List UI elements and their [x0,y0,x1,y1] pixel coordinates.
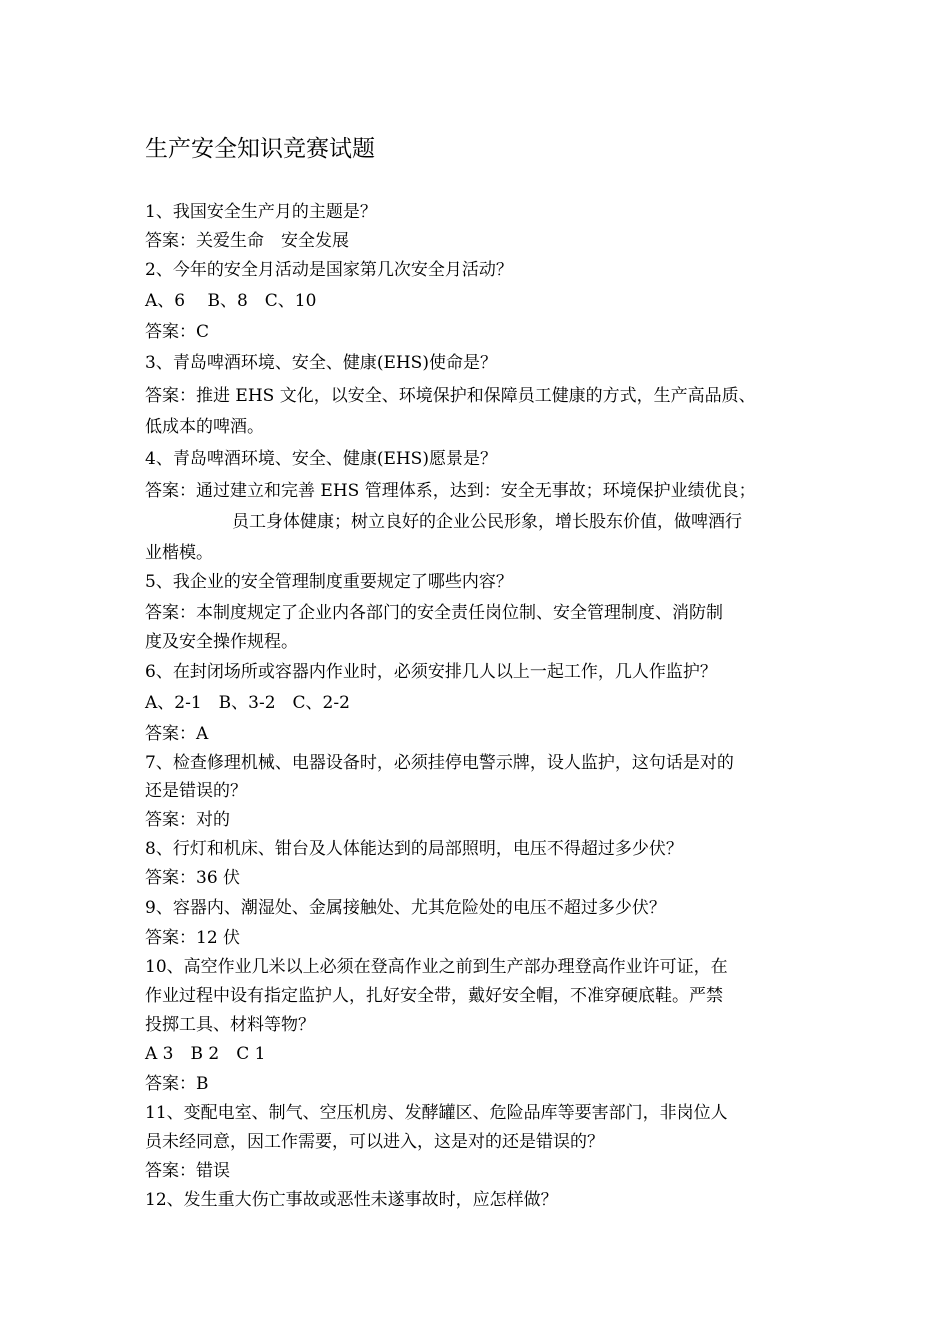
answer-4-line-2: 员工身体健康；树立良好的企业公民形象，增长股东价值，做啤酒行 [232,512,742,532]
question-8: 8、行灯和机床、钳台及人体能达到的局部照明，电压不得超过多少伏？ [145,839,683,859]
question-10-line-2: 作业过程中设有指定监护人，扎好安全带，戴好安全帽，不准穿硬底鞋。严禁 [145,986,723,1006]
question-10-line-3: 投掷工具、材料等物？ [145,1015,315,1035]
answer-2: 答案：C [145,322,210,342]
question-9: 9、容器内、潮湿处、金属接触处、尤其危险处的电压不超过多少伏？ [145,898,666,918]
answer-8: 答案：36 伏 [145,868,241,888]
options-10: A 3 B 2 C 1 [145,1044,266,1064]
answer-9: 答案：12 伏 [145,928,241,948]
answer-1: 答案：关爱生命 安全发展 [145,231,349,251]
question-1: 1、我国安全生产月的主题是？ [145,202,377,222]
answer-11: 答案：错误 [145,1161,230,1181]
question-12: 12、发生重大伤亡事故或恶性未遂事故时，应怎样做？ [145,1190,558,1210]
question-4: 4、青岛啤酒环境、安全、健康(EHS)愿景是？ [145,449,497,469]
answer-7: 答案：对的 [145,810,230,830]
question-11-line-1: 11、变配电室、制气、空压机房、发酵罐区、危险品库等要害部门，非岗位人 [145,1103,728,1123]
document-title: 生产安全知识竞赛试题 [145,136,375,162]
answer-3-line-2: 低成本的啤酒。 [145,417,264,437]
options-6: A、2-1 B、3-2 C、2-2 [145,693,350,713]
answer-3-line-1: 答案：推进 EHS 文化，以安全、环境保护和保障员工健康的方式，生产高品质、 [145,386,756,406]
question-10-line-1: 10、高空作业几米以上必须在登高作业之前到生产部办理登高作业许可证，在 [145,957,728,977]
question-7-line-1: 7、检查修理机械、电器设备时，必须挂停电警示牌，设人监护，这句话是对的 [145,753,734,773]
question-7-line-2: 还是错误的？ [145,781,247,801]
answer-4-line-3: 业楷模。 [145,543,213,563]
question-5: 5、我企业的安全管理制度重要规定了哪些内容？ [145,572,513,592]
question-3: 3、青岛啤酒环境、安全、健康(EHS)使命是？ [145,353,497,373]
options-2: A、6 B、8 C、10 [145,291,317,311]
answer-5-line-1: 答案：本制度规定了企业内各部门的安全责任岗位制、安全管理制度、消防制 [145,603,723,623]
answer-4-line-1: 答案：通过建立和完善 EHS 管理体系，达到：安全无事故；环境保护业绩优良； [145,481,756,501]
answer-5-line-2: 度及安全操作规程。 [145,632,298,652]
answer-6: 答案：A [145,724,209,744]
answer-10: 答案：B [145,1074,209,1094]
question-6: 6、在封闭场所或容器内作业时，必须安排几人以上一起工作，几人作监护？ [145,662,717,682]
question-11-line-2: 员未经同意，因工作需要，可以进入，这是对的还是错误的？ [145,1132,604,1152]
question-2: 2、今年的安全月活动是国家第几次安全月活动？ [145,260,513,280]
